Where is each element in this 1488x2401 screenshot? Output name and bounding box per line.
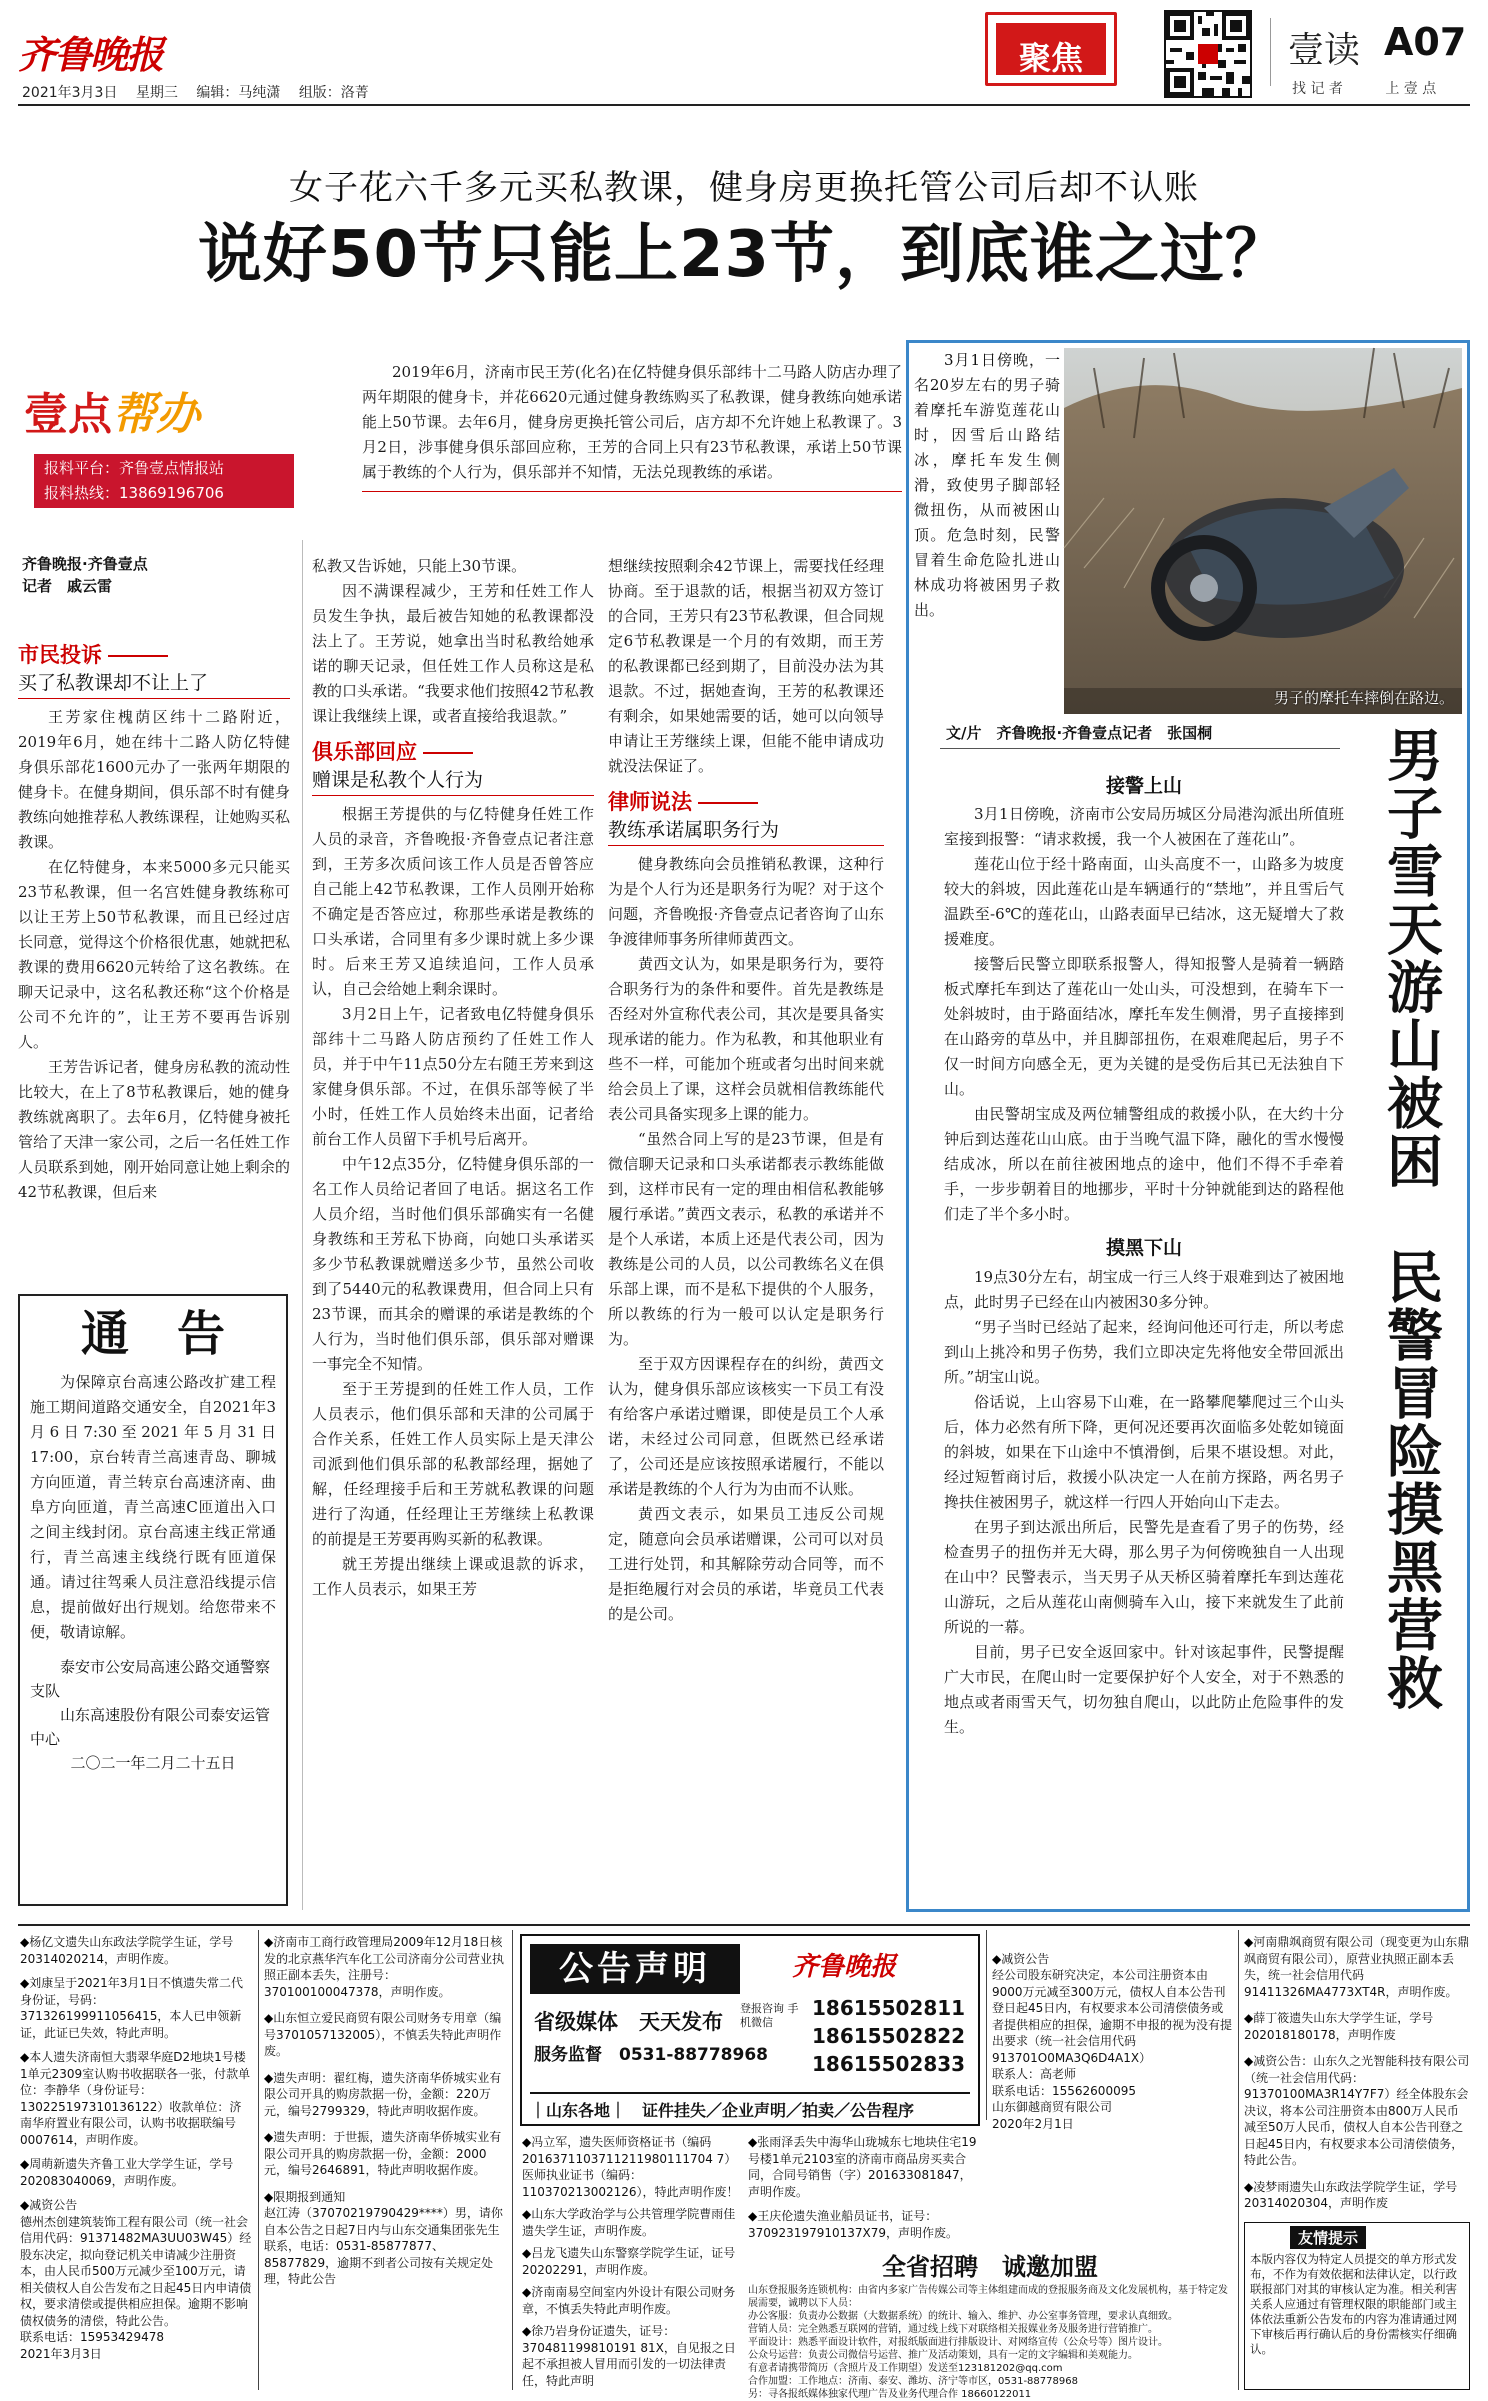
story-2-para: 目前，男子已安全返回家中。针对该起事件，民警提醒广大市民，在爬山时一定要保护好个人安全，对于不熟悉的地点或者雨雪天气，切勿独自爬山，以此防止危险事件的发生。 <box>944 1643 1344 1736</box>
phone-2[interactable]: 18615502822 <box>812 2024 966 2048</box>
ad-item: ◆吕龙飞遗失山东警察学院学生证，证号20202291，声明作废。 <box>522 2246 736 2277</box>
col2-para: 中午12点35分，亿特健身俱乐部的一名工作人员给记者回了电话。据这名工作人员介绍，当时他们俱乐部确实有一名健身教练和王芳私下协商，向她口头承诺买多少节私教课就赠送多少节，虽然公司收到了5440元的私教课费用，但合同上只有23节课，而其余的赠课的承诺是教练的个人行为，当时他们俱乐部，俱乐部对赠课一事完全不知情。 <box>312 1155 594 1373</box>
header-divider <box>1270 18 1271 86</box>
weekday: 星期三 <box>135 85 178 101</box>
col2-para: 至于王芳提到的任姓工作人员，工作人员表示，他们俱乐部和天津的公司属于合作关系，任姓工作人员实际上是天津公司派到他们俱乐部的私教部经理，据她了解，任经理接手后和王芳就私教课的问题进行了沟通，任经理让王芳继续上私教课的前提是王芳要再购买新的私教课。 <box>312 1380 594 1548</box>
story-2-para: 3月1日傍晚，济南市公安局历城区分局港沟派出所值班室接到报警：“请求救援，我一个人被困在了莲花山”。 <box>944 805 1344 848</box>
col3-para: 至于双方因课程存在的纠纷，黄西文认为，健身俱乐部应该核实一下员工有没有给客户承诺过赠课，即使是员工个人承诺，未经过公司同意，但既然已经承诺了，公司还是应该按照承诺履行，不能以承诺是教练的个人行为为由而不认账。 <box>608 1355 884 1498</box>
ad-item: ◆减资公告 德州杰创建筑装饰工程有限公司（统一社会信用代码：91371482MA3UU03W45）经股东决定，拟向登记机关申请减少注册资本，由人民币500万元减少至100万元，请相关债权人自公告发布之日起45日内申请债权，要求清偿或提供相应担保。逾期不影响债权债务的清偿，特此公告。 联系电话：15953429478 2021年3月3日 <box>20 2198 252 2361</box>
reporter-hint-a: 找 记 者 <box>1292 81 1343 97</box>
ad-item: ◆本人遗失济南恒大翡翠华庭D2地块1号楼1单元2309室认购书收据联各一张，付款单位：李静华（身份证号：130225197310136122）收款单位：济南华府置业有限公司，认购书收据联编号0007614，声明作废。 <box>20 2050 251 2147</box>
ad-item: ◆张雨泽丢失中海华山珑城东七地块住宅19号楼1单元2103室的济南市商品房买卖合同，合同号销售（字）201633081847，声明作废。 <box>748 2135 977 2199</box>
recruit-title: 全省招聘 诚邀加盟 <box>882 2253 1098 2281</box>
ad-column-4-top <box>992 1934 1234 2131</box>
phone-1[interactable]: 18615502811 <box>812 1996 966 2020</box>
col-divider <box>302 540 303 1910</box>
friendly-tip <box>1244 2222 1470 2390</box>
kicker-headline: 女子花六千多元买私教课，健身房更换托管公司后却不认账 <box>289 168 1199 208</box>
section-2-tag-text: 俱乐部回应 <box>312 740 417 764</box>
notice-sign-1: 泰安市公安局高速公路交通警察支队 <box>30 1658 271 1700</box>
section-1-title: 买了私教课却不让上了 <box>18 670 290 699</box>
classifieds-top-rule <box>18 1924 1470 1926</box>
brand-box <box>24 378 344 518</box>
notice-date: 二〇二一年二月二十五日 <box>70 1754 236 1772</box>
section-2-title: 赠课是私教个人行为 <box>312 767 594 796</box>
byline-reporter: 记者 戚云雷 <box>22 577 113 595</box>
section-2-tag <box>312 737 594 767</box>
col2-para: 根据王芳提供的与亿特健身任姓工作人员的录音，齐鲁晚报·齐鲁壹点记者注意到，王芳多次质问该工作人员是否曾答应自己能上42节私教课，工作人员刚开始称不确定是否答应过，称那些承诺是教练的口头承诺，合同里有多少课时就上多少课时。后来王芳又追续追问，工作人员承认，自己会给她上剩余课时。 <box>312 805 594 998</box>
brand-logo-a: 壹点 <box>24 389 112 440</box>
announcement-phones <box>812 1994 965 2078</box>
col3-para: 黄西文表示，如果员工违反公司规定，随意向会员承诺赠课，公司可以对员工进行处罚，和其解除劳动合同等，而不是拒绝履行对会员的承诺，毕竟员工代表的是公司。 <box>608 1505 884 1623</box>
ad-item: ◆山东大学政治学与公共管理学院曹雨佳遗失学生证，声明作废。 <box>522 2207 736 2238</box>
photo-caption-text: 3月1日傍晚，一名20岁左右的男子骑着摩托车游览莲花山时，因雪后山路结冰，摩托车发生侧滑，致使男子脚部轻微扭伤，从而被困山顶。危急时刻，民警冒着生命危险扎进山林成功将被困男子救出。 <box>914 351 1060 619</box>
ad-column-5 <box>1244 1934 1470 2216</box>
main-headline: 说好50节只能上23节，到底谁之过？ <box>197 218 1291 292</box>
story-2-rule <box>940 748 1340 749</box>
announcement-regions: ｜山东各地｜ 证件挂失／企业声明／拍卖／公告程序 <box>530 2092 970 2121</box>
brand-info <box>34 454 294 508</box>
ad-item: ◆限期报到通知 赵江涛（37070219790429****）男，请你自本公告之日起7日内与山东交通集团张先生联系，电话：0531-85877877、85877829，逾期不到者公司按有关规定处理，特此公告 <box>264 2189 503 2286</box>
article-col-3 <box>608 554 884 1627</box>
ad-item: ◆减资公告：山东久之光智能科技有限公司（统一社会信用代码：91370100MA3R14Y7F7）经全体股东会决议，将本公司注册资本由800万人民币减至50万人民币，债权人自本公告刊登之日起45日内，有权要求本公司清偿债务，特此公告。 <box>1244 2054 1470 2167</box>
ad-item: ◆遗失声明：翟红梅，遗失济南华侨城实业有限公司开具的购房款据一份，金额：220万元，编号2799329，特此声明收据作废。 <box>264 2070 502 2118</box>
story-2-para: 俗话说，上山容易下山难，在一路攀爬攀爬过三个山头后，体力必然有所下降，更何况还要再次面临多处乾如镜面的斜坡，如果在下山途中不慎滑倒，后果不堪设想。对此，经过短暂商讨后，救援小队决定一人在前方探路，两名男子搀扶住被困男子，就这样一行四人开始向山下走去。 <box>944 1393 1344 1511</box>
photo-inner-caption: 男子的摩托车摔倒在路边。 <box>1273 689 1454 707</box>
section-3-tag-text: 律师说法 <box>608 790 692 814</box>
reporter-hint <box>1292 78 1436 98</box>
ad-item: ◆杨亿文遗失山东政法学院学生证，学号20314020214，声明作废。 <box>20 1935 234 1966</box>
col2-para: 3月2日上午，记者致电亿特健身俱乐部纬十二马路人防店预约了任姓工作人员，并于中午11点50分左右随王芳来到这家健身俱乐部。不过，在俱乐部等候了半小时，任姓工作人员始终未出面，记者给前台工作人员留下手机号后离开。 <box>312 1005 594 1148</box>
story-2-para: 由民警胡宝成及两位辅警组成的救援小队，在大约十分钟后到达莲花山山底。由于当晚气温下降，融化的雪水慢慢结成冰，所以在前往被困地点的途中，他们不得不手牵着手，一步步朝着目的地挪步，平时十分钟就能到达的路程他们走了半个多小时。 <box>944 1105 1344 1223</box>
byline-outlet: 齐鲁晚报·齐鲁壹点 <box>22 555 148 573</box>
recruit-box <box>748 2252 1232 2400</box>
notice-body: 为保障京台高速公路改扩建工程施工期间道路交通安全，自2021年3月6日7:30至2021年5月31日17:00，京台转青兰高速青岛、聊城方向匝道，青兰转京台高速济南、曲阜方向匝道，青兰高速C匝道出入口之间主线封闭。京台高速主线正常通行，青兰高速主线绕行既有匝道保通。请过往驾乘人员注意沿线提示信息，提前做好出行规划。给您带来不便，敬请谅解。 <box>30 1373 276 1641</box>
section-badge <box>985 12 1117 86</box>
ad-item: ◆凌梦雨遗失山东政法学院学生证，学号20314020304，声明作废 <box>1244 2179 1458 2210</box>
brand-logo-b: 帮办 <box>112 389 200 440</box>
ad-column-3 <box>522 2134 740 2390</box>
brand-platform: 报料平台：齐鲁壹点情报站 <box>44 459 225 477</box>
ad-item: ◆冯立军，遗失医师资格证书（编码2016371103711211980111704 7）医师执业证书（编码：110370213002126），特此声明作废！ <box>522 2135 739 2199</box>
col3-para: 健身教练向会员推销私教课，这种行为是个人行为还是职务行为呢？对于这个问题，齐鲁晚报·齐鲁壹点记者咨询了山东争渡律师事务所律师黄西文。 <box>608 855 884 948</box>
story-2-vertical-title: 男子雪天游山被困 民警冒险摸黑营救 <box>1378 726 1443 1712</box>
ad-column-4 <box>748 2134 978 2254</box>
col2-para: 因不满课程减少，王芳和任姓工作人员发生争执，最后被告知她的私教课都没法上了。王芳说，她拿出当时私教给她承诺的聊天记录，但任姓工作人员称这是私教的口头承诺。“我要求他们按照42节私教课让我继续上课，或者直接给我退款。” <box>312 582 594 725</box>
section-1-tag-text: 市民投诉 <box>18 643 102 667</box>
reporter-hint-b: 上 壹 点 <box>1385 81 1437 97</box>
ad-item: ◆周萌新遗失齐鲁工业大学学生证，学号202083040069，声明作废。 <box>20 2157 234 2188</box>
story-2-para: 19点30分左右，胡宝成一行三人终于艰难到达了被困地点，此时男子已经在山内被困30多分钟。 <box>944 1268 1344 1311</box>
ad-divider <box>986 1930 987 2120</box>
date: 2021年3月3日 <box>22 85 118 101</box>
col2-para: 私教又告诉她，只能上30节课。 <box>312 557 527 575</box>
section-3-tag <box>608 787 884 817</box>
page-number: A07 <box>1384 20 1467 64</box>
announcement-box <box>520 1934 980 2126</box>
ad-item: ◆刘康呈于2021年3月1日不慎遗失常二代身份证，号码：371326199911056415，本人已申领新证，此证已失效，特此声明。 <box>20 1976 244 2040</box>
masthead-rule <box>18 104 1470 106</box>
photo-caption <box>914 348 1060 688</box>
newspaper-logo: 齐鲁晚报 <box>18 32 163 77</box>
qr-code[interactable] <box>1164 10 1252 98</box>
story-2-para: 接警后民警立即联系报警人，得知报警人是骑着一辆踏板式摩托车到达了莲花山一处山头，可没想到，在骑车下一处斜坡时，由于路面结冰，摩托车发生侧滑，男子直接摔到在山路旁的草丛中，并且脚部扭伤，在艰难爬起后，男子不仅一时间方向感全无，更为关键的是受伤后其已无法独自下山。 <box>944 955 1344 1098</box>
ad-divider <box>258 1930 259 2390</box>
ad-item: ◆济南南易空间室内外设计有限公司财务章，不慎丢失特此声明作废。 <box>522 2285 736 2316</box>
ad-item: ◆薛丁筱遗失山东大学学生证，学号202018180178，声明作废 <box>1244 2011 1434 2042</box>
ad-item: ◆山东恒立爱民商贸有限公司财务专用章（编号3701057132005），不慎丢失特此声明作废。 <box>264 2011 502 2058</box>
ad-item: ◆减资公告 经公司股东研究决定，本公司注册资本由9000万元减至300万元，债权人自本公告刊登日起45日内，有权要求本公司清偿债务或者提供相应的担保，逾期不申报的视为没有提出要求（统一社会信用代码913701O0MA3Q6D4A1X） 联系人：高老师 联系电话：15562600095 山东御越商贸有限公司 2020年2月1日 <box>992 1951 1233 2131</box>
announcement-logo: 齐鲁晚报 <box>792 1952 897 1982</box>
issue-date <box>22 82 369 102</box>
news-photo <box>1064 348 1462 714</box>
notice-sign-2: 山东高速股份有限公司泰安运管中心 <box>30 1706 271 1748</box>
announcement-notes: 登报咨询 手机微信 <box>740 2002 799 2029</box>
editor: 编辑：马纯潇 <box>196 85 281 101</box>
col1-para: 王芳家住槐荫区纬十二路附近，2019年6月，她在纬十二路人防亿特健身俱乐部花1600元办了一张两年期限的健身卡。在健身期间，俱乐部不时有健身教练向她推荐私人教练课程，让她购买私教课。 <box>18 708 290 851</box>
announcement-title: 公告声明 <box>530 1944 740 1994</box>
designer: 组版：洛菁 <box>298 85 369 101</box>
story-2-para: “男子当时已经站了起来，经询问他还可行走，所以考虑到山上挑冷和男子伤势，我们立即决定先将他安全带回派出所。”胡宝山说。 <box>944 1318 1344 1386</box>
story-2-h1: 接警上山 <box>1105 775 1182 797</box>
ad-column-1 <box>20 1934 252 2390</box>
story-2-para: 莲花山位于经十路南面，山头高度不一，山路多为坡度较大的斜坡，因此莲花山是车辆通行的“禁地”，并且雪后气温跌至-6℃的莲花山，山路表面早已结冰，这无疑增大了救援难度。 <box>944 855 1344 948</box>
traffic-notice <box>18 1294 288 1906</box>
col3-para: 想继续按照剩余42节课上，需要找任经理协商。至于退款的话，根据当初双方签订的合同，王芳只有23节私教课，但合同规定6节私教课是一个月的有效期，而王芳的私教课都已经到期了，目前没办法为其退款。不过，据她查询，王芳的私教课还有剩余，如果她需要的话，她可以向领导申请让王芳继续上课，但能不能申请成功就没法保证了。 <box>608 557 884 775</box>
recruit-body: 山东登报服务连锁机构：由省内多家广告传媒公司等主体组建而成的登报服务商及文化发展机构，基于特定发展需要，诚聘以下人员： 办公客服：负责办公数据（大数据系统）的统计、输入、维护、办公室事务管理，要求认真细致。 营销人员：完全熟悉互联网的营销，通过线上线下对联络相关报媒业务及服务进行营销推广。 平面设计：熟悉平面设计软件，对报纸版面进行排版设计、对网络宣传（公众号等）图片设计。 公众号运营：负责公司微信号运营、推广及活动策划，具有一定的文字编辑和美观能力。 有意者请携带简历（含照片及工作期望）发送至123181202@qq.com 合作加盟：工作地点：济南、泰安、潍坊、济宁等市区，0531-88778968 另：寻各报纸媒体独家代理广告及业务代理合作 18660122011 <box>748 2285 1228 2400</box>
qr-code-icon <box>1166 12 1250 96</box>
ad-item: ◆济南市工商行政管理局2009年12月18日核发的北京燕华汽车化工公司济南分公司营业执照正副本丢失，注册号：370100100047378，声明作废。 <box>264 1935 505 1999</box>
ad-divider <box>512 1930 513 2390</box>
col1-para: 王芳告诉记者，健身房私教的流动性比较大，在上了8节私教课后，她的健身教练就离职了。去年6月，亿特健身被托管给了天津一家公司，之后一名任姓工作人员联系到她，刚开始同意让她上剩余的42节私教课，但后来 <box>18 1058 290 1201</box>
story-2-para: 在男子到达派出所后，民警先是查看了男子的伤势，经检查男子的扭伤并无大碍，那么男子为何傍晚独自一人出现在山中？民警表示，当天男子从天桥区骑着摩托车到达莲花山游玩，之后从莲花山南侧骑车入山，接下来就发生了此前所说的一幕。 <box>944 1518 1344 1636</box>
byline <box>22 553 312 597</box>
ad-item: ◆徐乃岩身份证遗失，证号：370481199810191 81X，自见报之日起不承担被人冒用而引发的一切法律责任，特此声明 <box>522 2324 736 2388</box>
phone-3[interactable]: 18615502833 <box>812 2052 966 2076</box>
article-col-2 <box>312 554 594 1602</box>
section-badge-label: 聚焦 <box>1018 39 1083 77</box>
col3-para: “虽然合同上写的是23节课，但是有微信聊天记录和口头承诺都表示教练能做到，这样市民有一定的理由相信私教能够履行承诺。”黄西文表示，私教的承诺并不是个人承诺，本质上还是代表公司，因为教练是公司的人员，以公司教练名义在俱乐部上课，而不是私下提供的个人服务，所以教练的行为一般可以认定是职务行为。 <box>608 1130 884 1348</box>
announcement-service: 服务监督 0531-88778968 <box>534 2045 768 2065</box>
ad-item: ◆王庆伦遗失渔业船员证书，证号：370923197910137X79，声明作废。 <box>748 2209 959 2240</box>
brand-hotline: 报料热线：13869196706 <box>44 484 224 502</box>
story-2-body <box>944 770 1344 1740</box>
lead-paragraph <box>362 360 902 492</box>
article-col-1 <box>18 640 290 1205</box>
col3-para: 黄西文认为，如果是职务行为，要符合职务行为的条件和要件。首先是教练是否经对外宣称代表公司，其次是要具备实现承诺的能力。作为私教，和其他职业有些不一样，可能加个班或者匀出时间来就给会员上了课，这样会员就相信教练能代表公司具备实现多上课的能力。 <box>608 955 884 1123</box>
ad-item: ◆遗失声明：于世振，遗失济南华侨城实业有限公司开具的购房款据一份，金额：2000元，编号2646891，特此声明收据作废。 <box>264 2130 502 2177</box>
story-2-byline: 文/片 齐鲁晚报·齐鲁壹点记者 张国桐 <box>946 724 1213 742</box>
section-3-title: 教练承诺属职务行为 <box>608 817 884 846</box>
friendly-tip-body: 本版内容仅为特定人员提交的单方形式发布，不作为有效依据和法律认定，以行政联报部门对其的审核认定为准。相关利害关系人应通过有管理权限的职能部门或主体依法重新公告发布的内容为准请通过网下审核后再行确认后的身份需核实仔细确认。 <box>1250 2252 1457 2356</box>
story-2-h2: 摸黑下山 <box>1105 1237 1182 1259</box>
announcement-media: 省级媒体 天天发布 <box>534 2010 723 2034</box>
motorcycle-photo-icon <box>1064 348 1462 714</box>
col1-para: 在亿特健身，本来5000多元只能买23节私教课，但一名宫姓健身教练称可以让王芳上50节私教课，而且已经过店长同意，觉得这个价格很优惠，她就把私教课的费用6620元转给了这名教练。在聊天记录中，这名私教还称“这个价格是公司不允许的”，让王芳不要再告诉别人。 <box>18 858 290 1051</box>
brand-logo <box>24 378 200 442</box>
page-name: 壹读 <box>1288 30 1361 71</box>
ad-divider <box>1238 1930 1239 2390</box>
notice-title: 通 告 <box>80 1306 225 1362</box>
friendly-tip-title: 友情提示 <box>1290 2226 1366 2249</box>
section-1-tag <box>18 640 290 670</box>
col2-para: 就王芳提出继续上课或退款的诉求，工作人员表示，如果王芳 <box>312 1555 594 1598</box>
ad-item: ◆河南鼎飒商贸有限公司（现变更为山东鼎飒商贸有限公司），原营业执照正副本丢失，统一社会信用代码91411326MA4773XT4R，声明作废。 <box>1244 1935 1470 1999</box>
lead-text: 2019年6月，济南市民王芳(化名)在亿特健身俱乐部纬十二马路人防店办理了两年期限的健身卡，并花6620元通过健身教练购买了私教课，健身教练向她承诺能上50节课。去年6月，健身房更换托管公司后，店方却不允许她上私教课了。3月2日，涉事健身俱乐部回应称，王芳的合同上只有23节私教课，承诺上50节课属于教练的个人行为，俱乐部并不知情，无法兑现教练的承诺。 <box>362 363 902 481</box>
ad-column-2 <box>264 1934 506 2390</box>
